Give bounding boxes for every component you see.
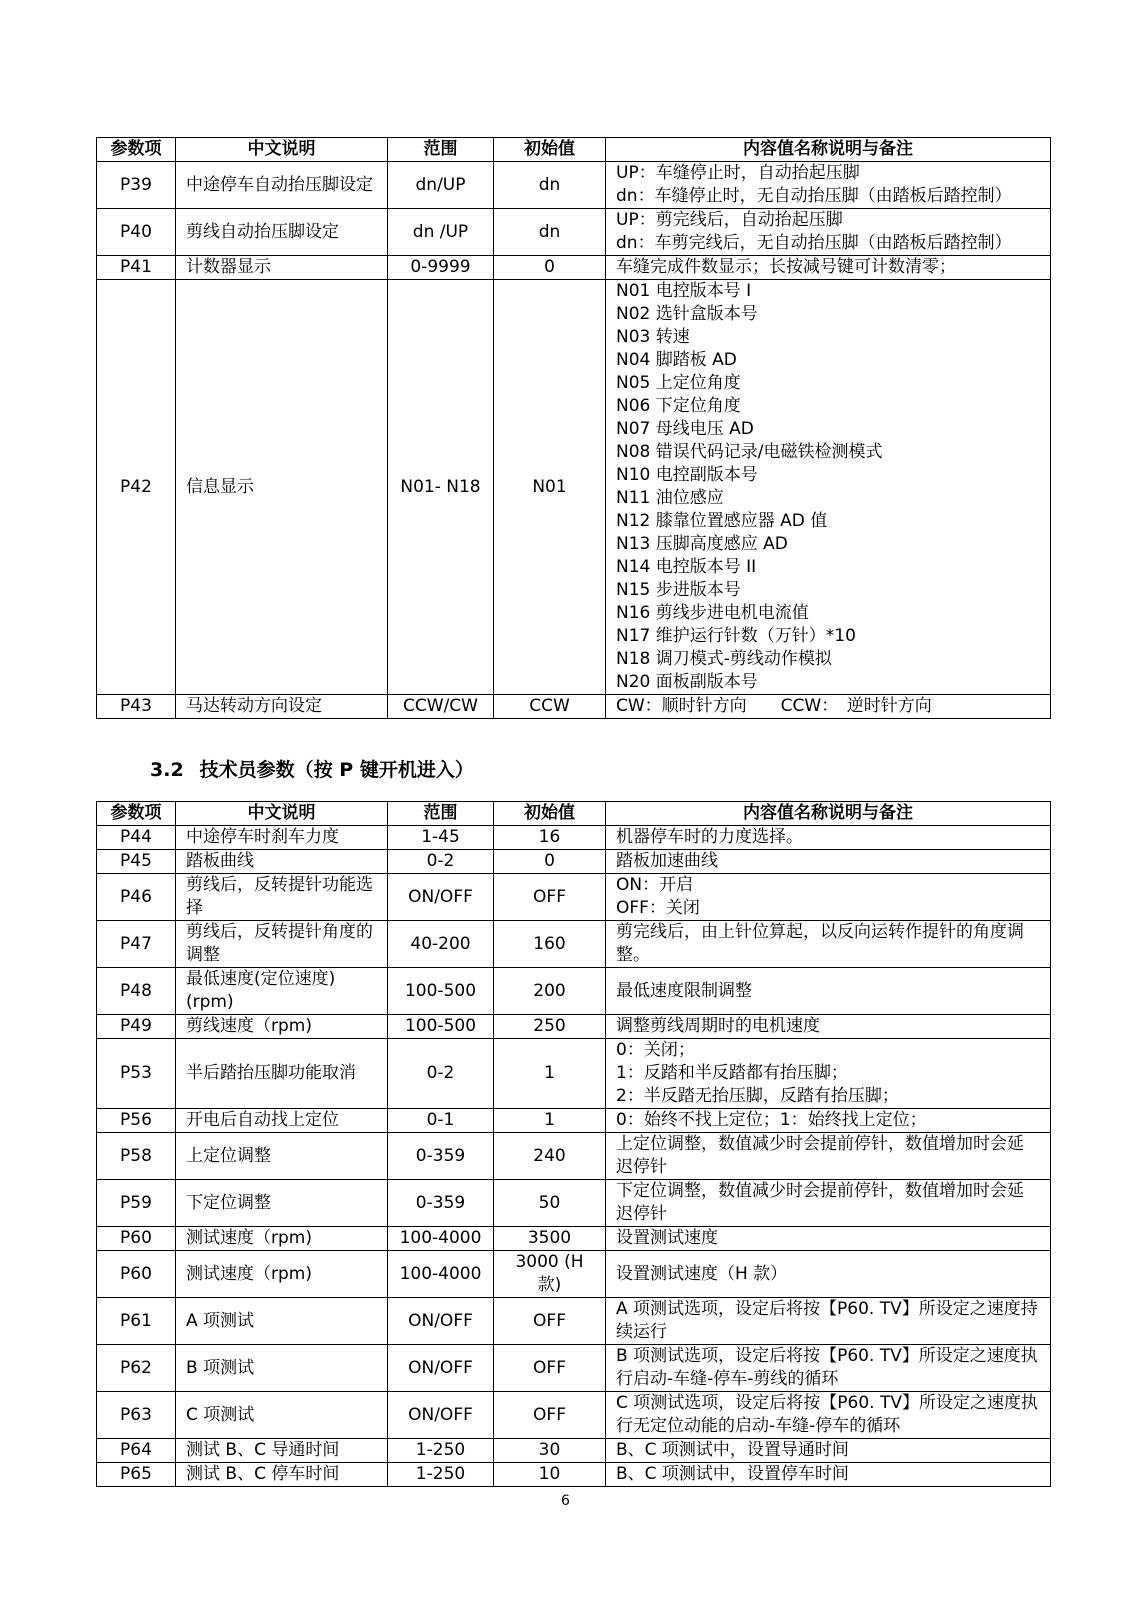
param-code-cell: P58 bbox=[97, 1133, 176, 1180]
param-notes-cell bbox=[606, 695, 1051, 719]
param-range-cell: CCW/CW bbox=[388, 695, 494, 719]
note-line: N03 转速 bbox=[616, 327, 690, 347]
param-code-cell: P47 bbox=[97, 921, 176, 968]
table-row bbox=[97, 256, 1051, 280]
note-line: ON：开启 bbox=[616, 875, 694, 895]
note-line: N14 电控版本号 II bbox=[616, 557, 757, 577]
param-range-cell: dn /UP bbox=[388, 209, 494, 256]
param-initial-cell: 3000 (H 款) bbox=[494, 1251, 606, 1298]
table-row bbox=[97, 280, 1051, 695]
param-initial-cell: 200 bbox=[494, 968, 606, 1015]
note-line: N06 下定位角度 bbox=[616, 396, 741, 416]
header-initial: 初始值 bbox=[494, 138, 606, 162]
table-row bbox=[97, 1463, 1051, 1487]
table-row bbox=[97, 826, 1051, 850]
param-notes-cell bbox=[606, 1439, 1051, 1463]
note-line: N10 电控副版本号 bbox=[616, 465, 758, 485]
param-description-cell: 上定位调整 bbox=[176, 1133, 388, 1180]
section-heading bbox=[150, 757, 474, 783]
param-range-cell: 100-500 bbox=[388, 1015, 494, 1039]
header-range: 范围 bbox=[388, 802, 494, 826]
param-code-cell: P41 bbox=[97, 256, 176, 280]
note-line: B、C 项测试中，设置停车时间 bbox=[616, 1464, 849, 1484]
note-line: N12 膝靠位置感应器 AD 值 bbox=[616, 511, 828, 531]
param-range-cell: 100-4000 bbox=[388, 1227, 494, 1251]
param-notes-cell bbox=[606, 921, 1051, 968]
param-notes-cell bbox=[606, 1463, 1051, 1487]
param-description-cell: 剪线后，反转提针角度的调整 bbox=[176, 921, 388, 968]
param-description-cell: A 项测试 bbox=[176, 1298, 388, 1345]
param-range-cell: 0-2 bbox=[388, 850, 494, 874]
note-line: N05 上定位角度 bbox=[616, 373, 741, 393]
note-line: 1：反踏和半反踏都有抬压脚； bbox=[616, 1063, 848, 1083]
table-row bbox=[97, 1180, 1051, 1227]
note-line: A 项测试选项，设定后将按【P60. TV】所设定之速度持续运行 bbox=[616, 1299, 1038, 1342]
param-range-cell: 0-359 bbox=[388, 1133, 494, 1180]
param-notes-cell bbox=[606, 826, 1051, 850]
header-range: 范围 bbox=[388, 138, 494, 162]
param-notes-cell bbox=[606, 874, 1051, 921]
param-initial-cell: 160 bbox=[494, 921, 606, 968]
param-range-cell: N01- N18 bbox=[388, 280, 494, 695]
note-line: B、C 项测试中，设置导通时间 bbox=[616, 1440, 849, 1460]
param-code-cell: P63 bbox=[97, 1392, 176, 1439]
section-number: 3.2 bbox=[150, 759, 184, 781]
table-row bbox=[97, 1298, 1051, 1345]
param-notes-cell bbox=[606, 256, 1051, 280]
table-row bbox=[97, 850, 1051, 874]
param-notes-cell bbox=[606, 1345, 1051, 1392]
header-description: 中文说明 bbox=[176, 138, 388, 162]
param-code-cell: P62 bbox=[97, 1345, 176, 1392]
param-description-cell: 剪线后，反转提针功能选择 bbox=[176, 874, 388, 921]
param-code-cell: P59 bbox=[97, 1180, 176, 1227]
param-description-cell: 剪线速度（rpm) bbox=[176, 1015, 388, 1039]
note-line: 0：关闭； bbox=[616, 1040, 695, 1060]
note-line: 剪完线后，由上针位算起，以反向运转作提针的角度调整。 bbox=[616, 922, 1024, 965]
note-line: N20 面板副版本号 bbox=[616, 672, 758, 692]
param-description-cell: 测试速度（rpm) bbox=[176, 1227, 388, 1251]
param-description-cell: 计数器显示 bbox=[176, 256, 388, 280]
table-header-row bbox=[97, 802, 1051, 826]
param-description-cell: 马达转动方向设定 bbox=[176, 695, 388, 719]
table-row bbox=[97, 1227, 1051, 1251]
param-initial-cell: dn bbox=[494, 209, 606, 256]
param-code-cell: P39 bbox=[97, 162, 176, 209]
note-line: N02 选针盒版本号 bbox=[616, 304, 758, 324]
param-notes-cell bbox=[606, 1392, 1051, 1439]
note-line: N18 调刀模式-剪线动作模拟 bbox=[616, 649, 832, 669]
header-initial: 初始值 bbox=[494, 802, 606, 826]
param-notes-cell bbox=[606, 1180, 1051, 1227]
note-line: 踏板加速曲线 bbox=[616, 851, 718, 871]
param-initial-cell: 240 bbox=[494, 1133, 606, 1180]
note-line: CW：顺时针方向 CCW： 逆时针方向 bbox=[616, 696, 932, 716]
param-description-cell: C 项测试 bbox=[176, 1392, 388, 1439]
param-initial-cell: OFF bbox=[494, 874, 606, 921]
table-row bbox=[97, 1109, 1051, 1133]
note-line: N01 电控版本号 I bbox=[616, 281, 752, 301]
table-row bbox=[97, 1345, 1051, 1392]
table-row bbox=[97, 1251, 1051, 1298]
param-code-cell: P53 bbox=[97, 1039, 176, 1109]
note-line: N17 维护运行针数（万针）*10 bbox=[616, 626, 856, 646]
param-initial-cell: 3500 bbox=[494, 1227, 606, 1251]
param-description-cell: 半后踏抬压脚功能取消 bbox=[176, 1039, 388, 1109]
param-notes-cell bbox=[606, 968, 1051, 1015]
note-line: 下定位调整，数值减少时会提前停针，数值增加时会延迟停针 bbox=[616, 1181, 1024, 1224]
note-line: N11 油位感应 bbox=[616, 488, 724, 508]
param-code-cell: P42 bbox=[97, 280, 176, 695]
param-code-cell: P60 bbox=[97, 1227, 176, 1251]
param-initial-cell: CCW bbox=[494, 695, 606, 719]
note-line: 机器停车时的力度选择。 bbox=[616, 827, 803, 847]
param-range-cell: 0-1 bbox=[388, 1109, 494, 1133]
param-initial-cell: N01 bbox=[494, 280, 606, 695]
param-code-cell: P44 bbox=[97, 826, 176, 850]
param-initial-cell: 1 bbox=[494, 1109, 606, 1133]
note-line: dn：车缝停止时，无自动抬压脚（由踏板后踏控制） bbox=[616, 186, 1012, 206]
param-notes-cell bbox=[606, 1015, 1051, 1039]
param-notes-cell bbox=[606, 280, 1051, 695]
param-notes-cell bbox=[606, 209, 1051, 256]
note-line: 2：半反踏无抬压脚，反踏有抬压脚； bbox=[616, 1086, 899, 1106]
param-range-cell: 0-9999 bbox=[388, 256, 494, 280]
param-description-cell: 剪线自动抬压脚设定 bbox=[176, 209, 388, 256]
param-code-cell: P65 bbox=[97, 1463, 176, 1487]
param-initial-cell: 0 bbox=[494, 850, 606, 874]
param-range-cell: ON/OFF bbox=[388, 874, 494, 921]
param-notes-cell bbox=[606, 1298, 1051, 1345]
param-notes-cell bbox=[606, 1227, 1051, 1251]
param-initial-cell: 1 bbox=[494, 1039, 606, 1109]
param-description-cell: B 项测试 bbox=[176, 1345, 388, 1392]
note-line: dn：车剪完线后，无自动抬压脚（由踏板后踏控制） bbox=[616, 233, 1012, 253]
note-line: C 项测试选项，设定后将按【P60. TV】所设定之速度执行无定位动能的启动-车缝-停车的循环 bbox=[616, 1393, 1038, 1436]
param-code-cell: P40 bbox=[97, 209, 176, 256]
note-line: N07 母线电压 AD bbox=[616, 419, 754, 439]
table-row bbox=[97, 1039, 1051, 1109]
param-range-cell: 0-2 bbox=[388, 1039, 494, 1109]
param-range-cell: 0-359 bbox=[388, 1180, 494, 1227]
table-row bbox=[97, 968, 1051, 1015]
param-range-cell: 1-250 bbox=[388, 1463, 494, 1487]
page-number: 6 bbox=[561, 1493, 570, 1509]
note-line: OFF：关闭 bbox=[616, 898, 700, 918]
param-range-cell: ON/OFF bbox=[388, 1345, 494, 1392]
param-initial-cell: 30 bbox=[494, 1439, 606, 1463]
param-initial-cell: OFF bbox=[494, 1345, 606, 1392]
param-initial-cell: OFF bbox=[494, 1298, 606, 1345]
param-initial-cell: OFF bbox=[494, 1392, 606, 1439]
header-notes: 内容值名称说明与备注 bbox=[606, 802, 1051, 826]
section-title-text: 技术员参数（按 P 键开机进入） bbox=[199, 759, 474, 781]
param-description-cell: 开电后自动找上定位 bbox=[176, 1109, 388, 1133]
table-row bbox=[97, 921, 1051, 968]
param-initial-cell: 250 bbox=[494, 1015, 606, 1039]
param-range-cell: 100-4000 bbox=[388, 1251, 494, 1298]
table-row bbox=[97, 209, 1051, 256]
param-code-cell: P45 bbox=[97, 850, 176, 874]
note-line: 调整剪线周期时的电机速度 bbox=[616, 1016, 820, 1036]
parameter-table-user bbox=[96, 137, 1051, 719]
note-line: N04 脚踏板 AD bbox=[616, 350, 737, 370]
table-row bbox=[97, 1439, 1051, 1463]
param-notes-cell bbox=[606, 1109, 1051, 1133]
param-code-cell: P60 bbox=[97, 1251, 176, 1298]
param-initial-cell: 10 bbox=[494, 1463, 606, 1487]
param-range-cell: 1-250 bbox=[388, 1439, 494, 1463]
param-range-cell: dn/UP bbox=[388, 162, 494, 209]
note-line: B 项测试选项，设定后将按【P60. TV】所设定之速度执行启动-车缝-停车-剪线的循环 bbox=[616, 1346, 1038, 1389]
param-code-cell: P56 bbox=[97, 1109, 176, 1133]
param-description-cell: 下定位调整 bbox=[176, 1180, 388, 1227]
param-description-cell: 最低速度(定位速度)(rpm) bbox=[176, 968, 388, 1015]
table-row bbox=[97, 162, 1051, 209]
param-notes-cell bbox=[606, 850, 1051, 874]
param-notes-cell bbox=[606, 1039, 1051, 1109]
param-description-cell: 信息显示 bbox=[176, 280, 388, 695]
param-code-cell: P64 bbox=[97, 1439, 176, 1463]
param-initial-cell: dn bbox=[494, 162, 606, 209]
header-code: 参数项 bbox=[97, 138, 176, 162]
param-description-cell: 中途停车自动抬压脚设定 bbox=[176, 162, 388, 209]
table-row bbox=[97, 695, 1051, 719]
note-line: 上定位调整，数值减少时会提前停针，数值增加时会延迟停针 bbox=[616, 1134, 1024, 1177]
note-line: 设置测试速度 bbox=[616, 1228, 718, 1248]
header-code: 参数项 bbox=[97, 802, 176, 826]
param-initial-cell: 50 bbox=[494, 1180, 606, 1227]
param-range-cell: 1-45 bbox=[388, 826, 494, 850]
param-code-cell: P46 bbox=[97, 874, 176, 921]
note-line: UP：剪完线后，自动抬起压脚 bbox=[616, 210, 843, 230]
param-notes-cell bbox=[606, 1251, 1051, 1298]
param-description-cell: 踏板曲线 bbox=[176, 850, 388, 874]
param-range-cell: ON/OFF bbox=[388, 1392, 494, 1439]
note-line: N15 步进版本号 bbox=[616, 580, 741, 600]
table-row bbox=[97, 874, 1051, 921]
param-initial-cell: 16 bbox=[494, 826, 606, 850]
header-description: 中文说明 bbox=[176, 802, 388, 826]
note-line: N13 压脚高度感应 AD bbox=[616, 534, 788, 554]
param-notes-cell bbox=[606, 162, 1051, 209]
param-description-cell: 中途停车时刹车力度 bbox=[176, 826, 388, 850]
table-row bbox=[97, 1392, 1051, 1439]
note-line: 最低速度限制调整 bbox=[616, 980, 752, 1001]
param-notes-cell bbox=[606, 1133, 1051, 1180]
param-code-cell: P48 bbox=[97, 968, 176, 1015]
table-row bbox=[97, 1015, 1051, 1039]
param-code-cell: P43 bbox=[97, 695, 176, 719]
parameter-table-technician bbox=[96, 801, 1051, 1487]
param-initial-cell: 0 bbox=[494, 256, 606, 280]
note-line: 设置测试速度（H 款） bbox=[616, 1263, 788, 1284]
param-code-cell: P61 bbox=[97, 1298, 176, 1345]
note-line: UP：车缝停止时，自动抬起压脚 bbox=[616, 163, 860, 183]
table-row bbox=[97, 1133, 1051, 1180]
param-range-cell: 100-500 bbox=[388, 968, 494, 1015]
param-description-cell: 测试 B、C 停车时间 bbox=[176, 1463, 388, 1487]
param-range-cell: ON/OFF bbox=[388, 1298, 494, 1345]
param-code-cell: P49 bbox=[97, 1015, 176, 1039]
note-line: N16 剪线步进电机电流值 bbox=[616, 603, 809, 623]
param-description-cell: 测试 B、C 导通时间 bbox=[176, 1439, 388, 1463]
table-header-row bbox=[97, 138, 1051, 162]
param-range-cell: 40-200 bbox=[388, 921, 494, 968]
note-line: 0：始终不找上定位；1：始终找上定位； bbox=[616, 1110, 927, 1130]
header-notes: 内容值名称说明与备注 bbox=[606, 138, 1051, 162]
param-description-cell: 测试速度（rpm) bbox=[176, 1251, 388, 1298]
note-line: N08 错误代码记录/电磁铁检测模式 bbox=[616, 442, 883, 462]
note-line: 车缝完成件数显示；长按减号键可计数清零； bbox=[616, 257, 956, 277]
